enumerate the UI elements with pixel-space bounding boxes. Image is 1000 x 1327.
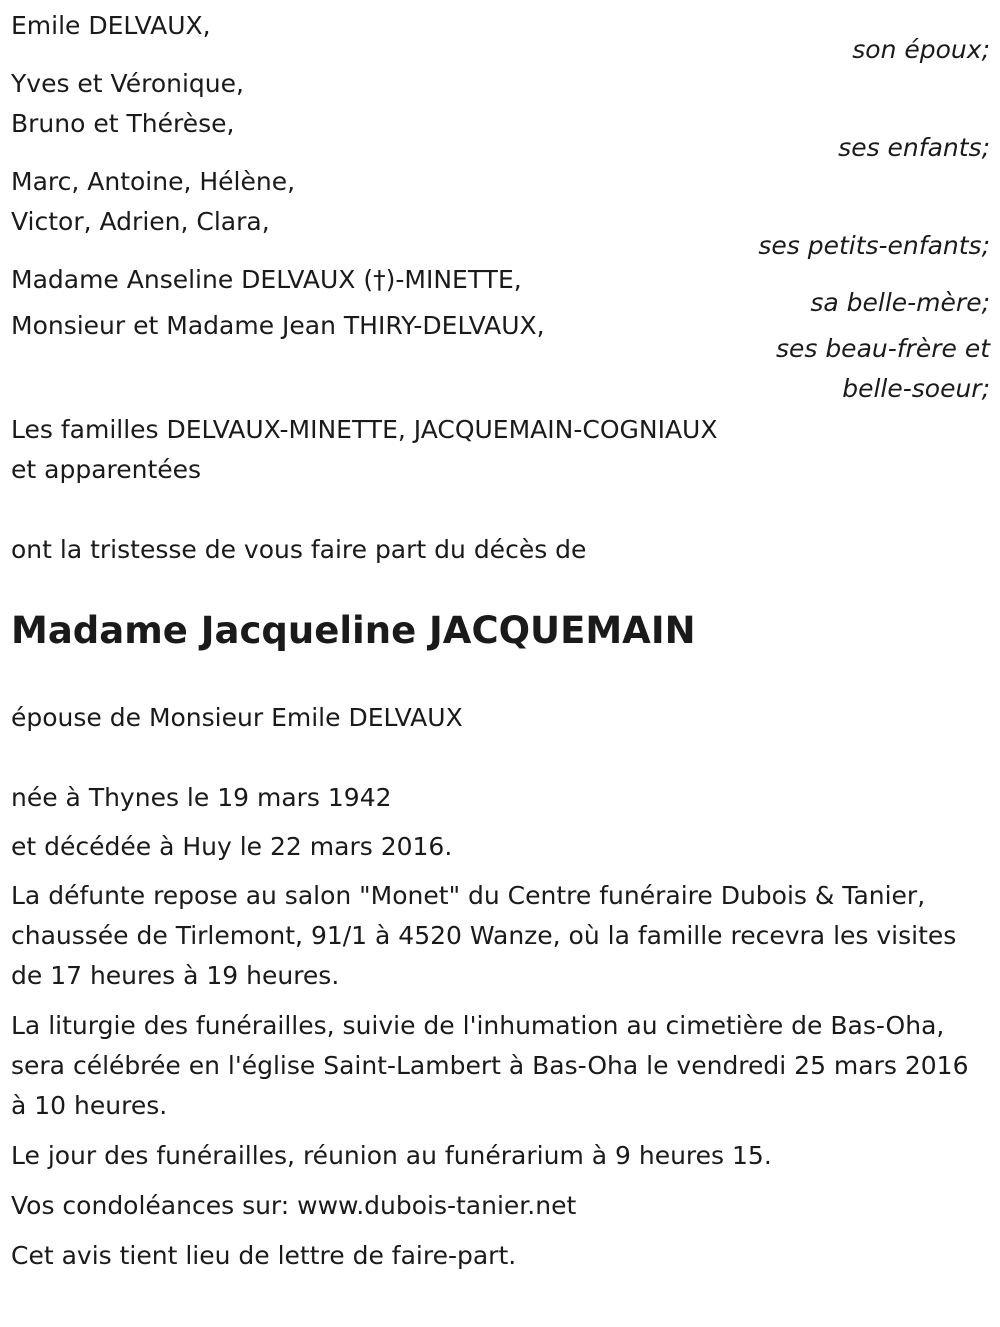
grandchildren-role: ses petits-enfants; bbox=[758, 231, 990, 260]
mother-in-law-role: sa belle-mère; bbox=[810, 288, 990, 317]
siblings-in-law-block bbox=[11, 306, 990, 409]
condolences-block bbox=[11, 1186, 990, 1226]
spouse-name: Emile DELVAUX, bbox=[11, 11, 211, 40]
notice-block bbox=[11, 1236, 990, 1276]
siblings-in-law-role-line-1: ses beau-frère et bbox=[775, 334, 990, 363]
families-line-2: et apparentées bbox=[11, 455, 202, 484]
repose-block bbox=[11, 876, 990, 996]
repose-info: La défunte repose au salon "Monet" du Centre funéraire Dubois & Tanier, chaussée de Tirlemont, 91/1 à 4520 Wanze, où la famille recevra les visites de 17 heures à 19 heures. bbox=[11, 881, 957, 990]
grandchildren-line-2: Victor, Adrien, Clara, bbox=[11, 207, 270, 236]
spouse-of-block bbox=[11, 698, 990, 738]
grandchildren-block bbox=[11, 162, 990, 266]
children-role: ses enfants; bbox=[838, 133, 990, 162]
intro-block bbox=[11, 530, 990, 570]
children-block bbox=[11, 64, 990, 168]
announcement-intro: ont la tristesse de vous faire part du décès de bbox=[11, 535, 587, 564]
spouse-of: épouse de Monsieur Emile DELVAUX bbox=[11, 703, 463, 732]
spouse-role: son époux; bbox=[852, 35, 990, 64]
siblings-in-law-name: Monsieur et Madame Jean THIRY-DELVAUX, bbox=[11, 311, 545, 340]
families-block bbox=[11, 410, 990, 490]
spouse-block bbox=[11, 6, 990, 70]
meeting-info: Le jour des funérailles, réunion au funérarium à 9 heures 15. bbox=[11, 1141, 772, 1170]
families-line-1: Les familles DELVAUX-MINETTE, JACQUEMAIN-COGNIAUX bbox=[11, 415, 718, 444]
deceased-name: Madame Jacqueline JACQUEMAIN bbox=[11, 609, 696, 652]
liturgy-info: La liturgie des funérailles, suivie de l'inhumation au cimetière de Bas-Oha, sera célébrée en l'église Saint-Lambert à Bas-Oha le vendredi 25 mars 2016 à 10 heures. bbox=[11, 1011, 969, 1120]
dates-block bbox=[11, 778, 990, 867]
condolences-info: Vos condoléances sur: www.dubois-tanier.net bbox=[11, 1191, 577, 1220]
mother-in-law-name: Madame Anseline DELVAUX (†)-MINETTE, bbox=[11, 265, 522, 294]
siblings-in-law-role-line-2: belle-soeur; bbox=[842, 374, 990, 403]
liturgy-block bbox=[11, 1006, 990, 1126]
deceased-block bbox=[11, 609, 990, 653]
notice-info: Cet avis tient lieu de lettre de faire-part. bbox=[11, 1241, 517, 1270]
birth-info: née à Thynes le 19 mars 1942 bbox=[11, 783, 392, 812]
grandchildren-line-1: Marc, Antoine, Hélène, bbox=[11, 167, 296, 196]
children-line-2: Bruno et Thérèse, bbox=[11, 109, 235, 138]
children-line-1: Yves et Véronique, bbox=[11, 69, 244, 98]
meeting-block bbox=[11, 1136, 990, 1176]
obituary-notice bbox=[0, 6, 1000, 1327]
death-info: et décédée à Huy le 22 mars 2016. bbox=[11, 832, 453, 861]
